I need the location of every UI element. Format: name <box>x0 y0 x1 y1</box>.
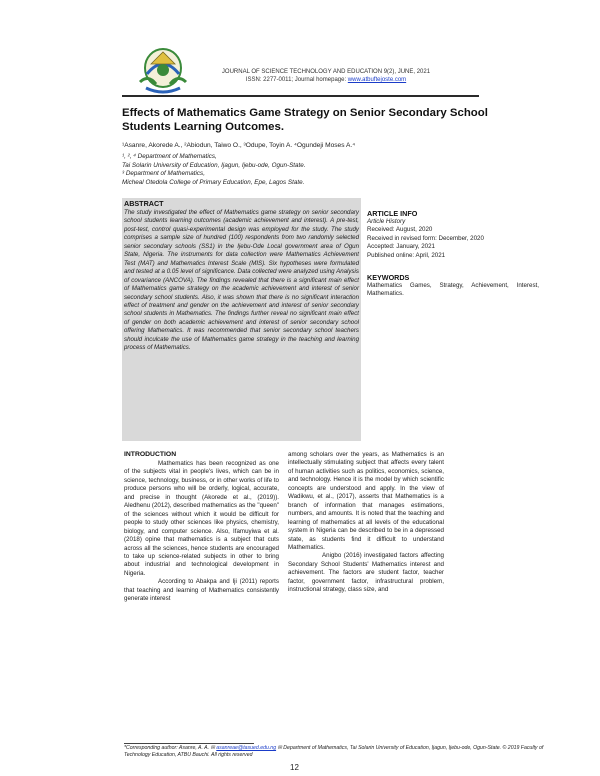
keywords-heading: KEYWORDS <box>367 273 410 282</box>
footnote-suffix: ✉ Department of Mathematics, Tai Solarin University of Education, Ijagun, Ijebu-ode, Ogun-State. © 2019 Faculty of Technology Education, ATBU Bauchi. All rights reserved <box>124 745 544 758</box>
affiliation-line: Tai Solarin University of Education, Ijagun, Ijebu-ode, Ogun-State. <box>122 161 306 169</box>
article-history-label: Article History <box>367 218 406 225</box>
footnote-rule <box>124 743 254 744</box>
revised-date: Received in revised form: December, 2020 <box>367 234 484 242</box>
published-date: Published online: April, 2021 <box>367 251 446 259</box>
author-email-link[interactable]: asanreae@tasued.edu.ng <box>216 745 277 751</box>
keywords-text: Mathematics Games, Strategy, Achievement, Interest, Mathematics. <box>367 282 539 298</box>
received-date: Received: August, 2020 <box>367 226 433 234</box>
journal-issn: ISSN: 2277-0011; Journal homepage: <box>245 77 348 83</box>
footnote <box>124 745 544 759</box>
affiliation-line: Micheal Otedola College of Primary Education, Epe, Lagos State. <box>122 179 305 187</box>
article-info <box>367 218 542 260</box>
author-list: ¹Asanre, Akorede A., ²Abiodun, Taiwo O., ³Odupe, Toyin A. ⁴Ogundeji Moses A.⁴ <box>122 142 356 149</box>
crest-logo-icon <box>132 44 194 96</box>
page-number: 12 <box>290 763 299 772</box>
introduction-heading: INTRODUCTION <box>124 451 177 458</box>
affiliation-line: ³ Department of Mathematics, <box>122 170 205 178</box>
journal-header <box>206 68 446 84</box>
body-column-right <box>288 451 444 595</box>
journal-name: JOURNAL OF SCIENCE TECHNOLOGY AND EDUCATION 9(2), JUNE, 2021 <box>221 69 431 75</box>
paragraph: Anigbo (2016) investigated factors affecting Secondary School Students' Mathematics interest and achievement. The factors are student factor, teacher factor, government factor, infrastructural problem, instructional strategy, class size, and <box>288 552 444 594</box>
footnote-prefix: *Corresponding author: Asanre, A. A. ✉ <box>124 745 217 751</box>
paragraph: Mathematics has been recognized as one of the subjects vital in people's lives, which can be in science, technology, business, or in other works of life to produce persons who will be orderly, logical, accurate, and precise in thought (Akorede et al., (2019)). Aledhenu (2012), described mathematics as the "queen" of the sciences without which it would be difficult for people to study other sciences like physics, chemistry, biology, and computer science. Also, Ifamuyiwa et al.(2018) opine that mathematics is a subject that cuts across all the sciences, hence students are encouraged to take up science-related subjects in other to bring about industrial and technological development in Nigeria. <box>124 460 279 577</box>
affiliation-line: ¹, ², ⁴ Department of Mathematics, <box>122 153 217 160</box>
article-info-heading: ARTICLE INFO <box>367 209 418 218</box>
paper-title: Effects of Mathematics Game Strategy on Senior Secondary School Students Learning Outcomes. <box>122 107 488 133</box>
paragraph: among scholars over the years, as Mathematics is an intellectually stimulating subject that affects every talent of human activities such as politics, economics, science, and technology. Hence it is the model by which scientific concepts are understood and apply. In the view of Wadikwu, et al., (2017), asserts that Mathematics is a branch of information that manages estimations, numbers, and amounts. It is noted that the teaching and learning of mathematics at all levels of the educational system in Nigeria can be described to be in a depressed state, as students find it difficult to understand Mathematics. <box>288 451 444 551</box>
abstract-text: The study investigated the effect of Mathematics game strategy on senior secondary school students learning outcomes (academic achievement and interest). A pre-test, post-test, control quasi-experimental design was employed for the study. The study comprises a sample size of hundred (100) respondents from two randomly selected senior secondary schools (SS1) in the Ijebu-Ode Local government area of Ogun State, Nigeria. The instruments for data collection were Mathematics Achievement Test (MAT) and Mathematics Interest Scale (MIS). Six hypotheses were formulated and tested at a 0.05 level of significance. Data collected were analyzed using Analysis of covariance (ANCOVA). The findings revealed that there is a significant main effect of Mathematics game strategy on the academic achievement and interest of senior secondary school students. Also, it was shown that there is no significant interaction effect of treatment and gender on the achievement and interest of senior secondary school students in Mathematics. The findings further reveal no significant main effect of gender on both academic achievement and interest of senior secondary school offering Mathematics. It was recommended that senior secondary school teachers should inculcate the use of Mathematics game strategy in the teaching and learning process of Mathematics. <box>124 209 359 352</box>
journal-logo <box>132 44 194 96</box>
paragraph: According to Abakpa and Iji (2011) reports that teaching and learning of Mathematics consistently generate interest <box>124 578 279 603</box>
affiliations <box>122 153 482 188</box>
accepted-date: Accepted: January, 2021 <box>367 243 435 251</box>
header-rule <box>122 95 479 97</box>
abstract-heading: ABSTRACT <box>124 199 164 208</box>
journal-homepage-link[interactable]: www.atbuftejoste.com <box>347 77 407 83</box>
journal-issn-line <box>206 76 446 84</box>
body-column-left <box>124 460 279 604</box>
